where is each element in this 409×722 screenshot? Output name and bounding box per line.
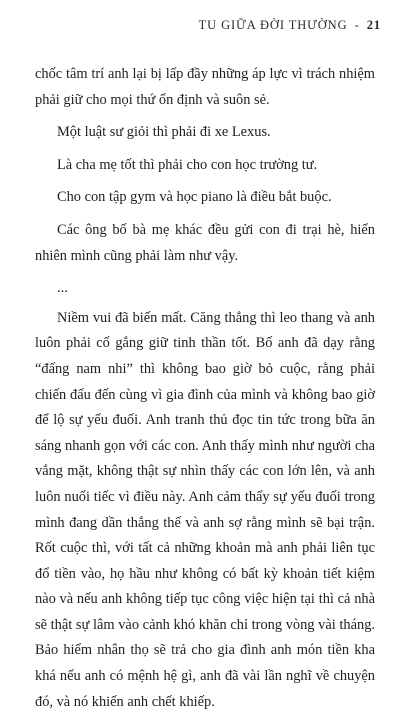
page-number: 21 <box>366 18 381 32</box>
paragraph-main: Niềm vui đã biến mất. Căng thẳng thì leo thang và anh luôn phải cố gắng giữ tinh thần tốt. Bố anh đã dạy rằng “đấng nam nhi” thì không bao giờ bỏ cuộc, rằng phải chiến đấu đến cùng vì gia đình của mình và không bao giờ để lộ sự yếu đuối. Anh tranh thủ đọc tin tức trong bữa ăn sáng nhanh gọn với các con. Anh thấy mình như người cha vắng mặt, không thật sự nhìn thấy các con lớn lên, và anh luôn nuối tiếc vì điều này. Anh cảm thấy sự yếu đuối trong mình đang dần thắng thế và anh sợ rằng mình sẽ bại trận. Rốt cuộc thì, với tất cả những khoản mà anh phải liên tục đổ tiền vào, họ hầu như không có bất kỳ khoản tiết kiệm nào và nếu anh không tiếp tục công việc hiện tại thì cả nhà sẽ thật sự lâm vào cảnh khó khăn chỉ trong vòng vài tháng. Bảo hiểm nhân thọ sẽ trả cho gia đình anh món tiền kha khá nếu anh có mệnh hệ gì, anh đã vài lần nghĩ về chuyện đó, và nó khiến anh chết khiếp. <box>35 309 375 710</box>
paragraph-private-school: Là cha mẹ tốt thì phải cho con học trường tư. <box>57 156 318 173</box>
body-text <box>35 62 375 722</box>
paragraph-ellipsis: ... <box>57 280 68 297</box>
running-header-title: TU GIỮA ĐỜI THƯỜNG <box>198 18 348 32</box>
running-header <box>199 18 381 33</box>
paragraph-lexus: Một luật sư giỏi thì phải đi xe Lexus. <box>57 124 271 141</box>
running-header-separator: - <box>354 18 360 32</box>
paragraph-continued: chốc tâm trí anh lại bị lấp đầy những áp lực vì trách nhiệm phải giữ cho mọi thứ ổn định và suôn sẻ. <box>35 66 375 108</box>
paragraph-gym-piano: Cho con tập gym và học piano là điều bắt buộc. <box>57 189 332 206</box>
paragraph-summer-camp: Các ông bố bà mẹ khác đều gửi con đi trại hè, hiển nhiên mình cũng phải làm như vậy. <box>35 221 375 264</box>
